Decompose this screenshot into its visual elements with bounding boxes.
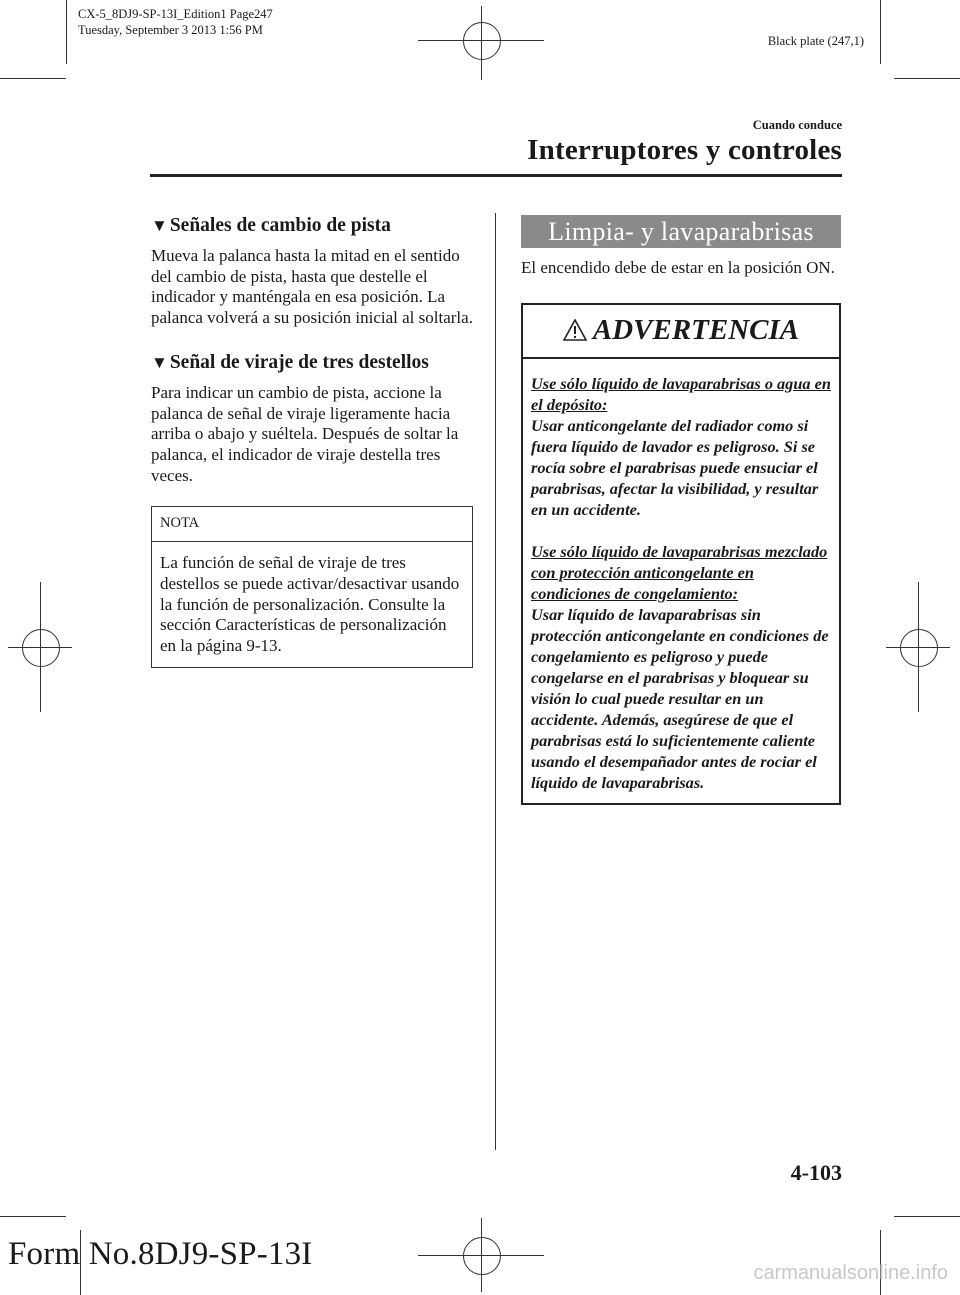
left-column (151, 214, 473, 668)
form-number: Form No.8DJ9-SP-13I (8, 1236, 313, 1272)
warning-2-title: Use sólo líquido de lavaparabrisas mezclado con protección anticongelante en condiciones de congelamiento: (531, 541, 828, 603)
column-divider (495, 213, 496, 1150)
print-info-line2: Tuesday, September 3 2013 1:56 PM (78, 23, 263, 37)
plate-label: Black plate (247,1) (767, 34, 864, 48)
note-box (151, 506, 473, 668)
page-title: Interruptores y controles (527, 134, 842, 166)
paragraph-lane-change: Mueva la palanca hasta la mitad en el sentido del cambio de pista, hasta que destelle el indicador y manténgala en esa posición. La palanca volverá a su posición inicial al soltarla. (151, 246, 473, 328)
warning-triangle-icon (563, 319, 587, 341)
note-text: La función de señal de viraje de tres destellos se puede activar/desactivar usando la función de personalización. Consulte la sección Características de personalización en la página 9-13. (160, 553, 460, 656)
triangle-down-icon: ▼ (151, 216, 168, 235)
warning-header (523, 305, 839, 359)
subheading-three-flash: ▼ Señal de viraje de tres destellos (151, 351, 429, 373)
print-info (78, 6, 273, 38)
warning-box (521, 303, 841, 805)
section-heading-wipers: Limpia- y lavaparabrisas (521, 215, 841, 248)
subheading-lane-change: ▼ Señales de cambio de pista (151, 215, 391, 236)
warning-1-title: Use sólo líquido de lavaparabrisas o agua en el depósito: (531, 373, 831, 414)
warning-label: ADVERTENCIA (592, 314, 800, 347)
paragraph-three-flash: Para indicar un cambio de pista, accione la palanca de señal de viraje ligeramente hacia arriba o abajo y suéltela. Después de soltar la palanca, el indicador de viraje destella tres veces. (151, 382, 459, 485)
watermark: carmanualsonline.info (753, 1262, 948, 1284)
paragraph-ignition: El encendido debe de estar en la posición ON. (521, 258, 835, 277)
warning-2-text: Usar líquido de lavaparabrisas sin protección anticongelante en condiciones de congelamiento es peligroso y puede congelarse en el parabrisas y bloquear su visión lo cual puede resultar en un accidente. Además, asegúrese de que el parabrisas está lo suficientemente caliente usando el desempañador antes de rociar el líquido de lavaparabrisas. (531, 604, 829, 792)
triangle-down-icon: ▼ (151, 352, 168, 372)
print-info-line1: CX-5_8DJ9-SP-13I_Edition1 Page247 (78, 7, 273, 21)
warning-1-text: Usar anticongelante del radiador como si fuera líquido de lavador es peligroso. Si se rocía sobre el parabrisas puede ensuciar el parabrisas, afectar la visibilidad, y resultar en un accidente. (531, 415, 819, 519)
note-label: NOTA (152, 507, 472, 542)
section-label: Cuando conduce (752, 118, 842, 132)
header-rule (150, 174, 842, 177)
right-column (521, 215, 841, 805)
warning-body (523, 359, 839, 803)
page-number: 4-103 (790, 1160, 842, 1185)
